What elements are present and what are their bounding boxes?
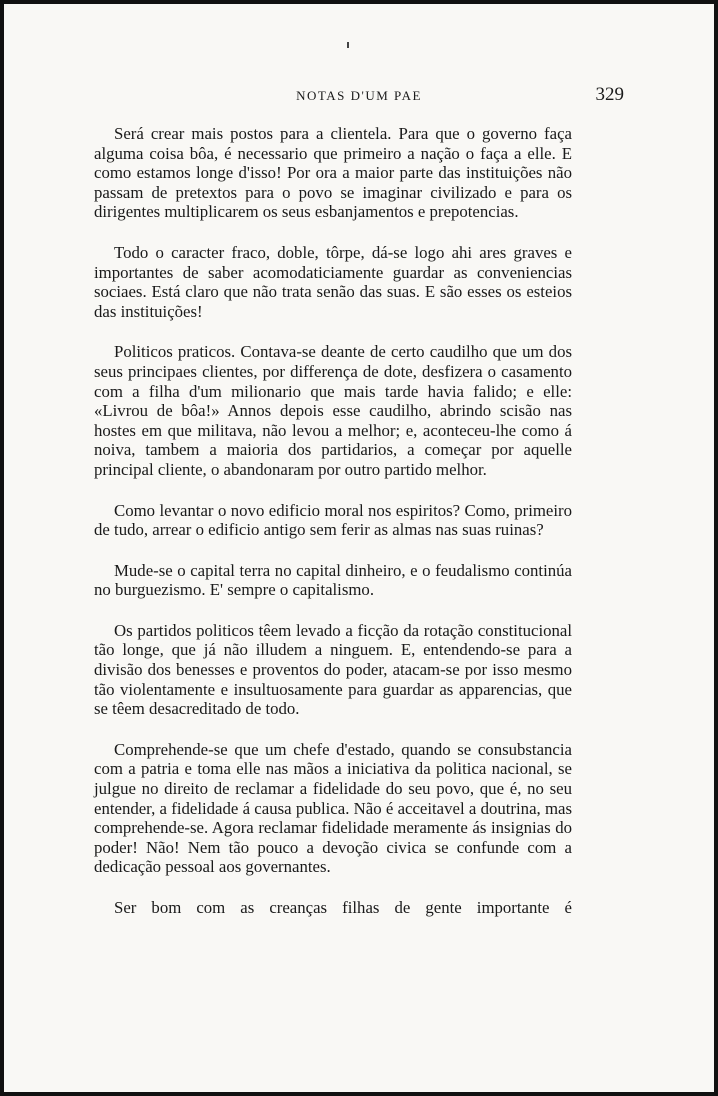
paragraph: Mude-se o capital terra no capital dinheiro, e o feudalismo continúa no burguezismo. E' sempre o capitalismo. (94, 560, 572, 600)
body-text (94, 124, 572, 918)
page-number: 329 (595, 84, 624, 105)
print-speck (347, 42, 349, 48)
paragraph: Todo o caracter fraco, doble, tôrpe, dá-se logo ahi ares graves e importantes de saber acomodaticiamente guardar as conveniencias sociaes. Está claro que não trata senão das suas. E são esses os esteios das instituições! (94, 242, 572, 321)
paragraph: Politicos praticos. Contava-se deante de certo caudilho que um dos seus principaes clientes, por differença de dote, desfizera o casamento com a filha d'um milionario que mais tarde havia falido; e elle: «Livrou de bôa!» Annos depois esse caudilho, abrindo scisão nas hostes em que militava, não levou a melhor; e, aconteceu-lhe como á noiva, tambem a maioria dos partidarios, a começar por aquelle principal cliente, o abandonaram por outro partido melhor. (94, 342, 572, 479)
paragraph: Os partidos politicos têem levado a ficção da rotação constitucional tão longe, que já não illudem a ninguem. E, entendendo-se para a divisão dos benesses e proventos do poder, atacam-se por isso mesmo tão violentamente e insultuosamente para guardar as apparencias, que se têem desacreditado de todo. (94, 620, 572, 719)
paragraph: Como levantar o novo edificio moral nos espiritos? Como, primeiro de tudo, arrear o edificio antigo sem ferir as almas nas suas ruinas? (94, 500, 572, 540)
paragraph: Ser bom com as creanças filhas de gente importante é (114, 898, 572, 917)
running-title: NOTAS D'UM PAE (296, 88, 422, 103)
paragraph: Comprehende-se que um chefe d'estado, quando se consubstancia com a patria e toma elle nas mãos a iniciativa da politica nacional, se julgue no direito de reclamar a fidelidade do seu povo, que é, no seu entender, a fidelidade á causa publica. Não é acceitavel a doutrina, mas comprehende-se. Agora reclamar fidelidade meramente ás insignias do poder! Não! Nem tão pouco a devoção civica se confunde com a dedicação pessoal aos governantes. (94, 739, 572, 877)
paragraph: Será crear mais postos para a clientela. Para que o governo faça alguma coisa bôa, é necessario que primeiro a nação o faça a elle. E como estamos longe d'isso! Por ora a maior parte das instituições não passam de pretextos para o povo se imaginar civilizado e para os dirigentes multiplicarem os seus esbanjamentos e prepotencias. (94, 124, 572, 222)
page-header (94, 84, 624, 108)
